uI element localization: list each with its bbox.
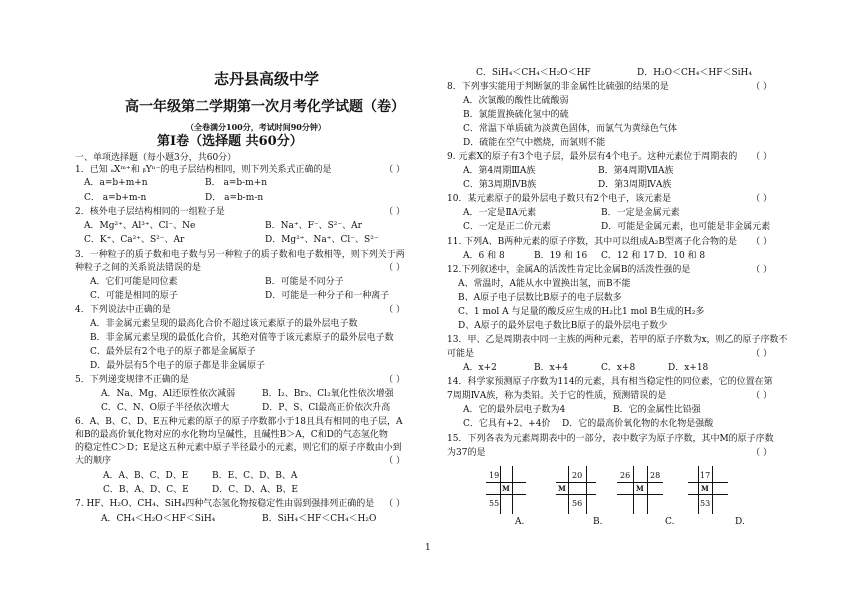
question-stem: 9. 元素X的原子有3个电子层，最外层有4个电子。这种元素位于周期表的 （ ） <box>447 152 772 162</box>
option-c: C．一定是正二价元素 <box>463 222 551 232</box>
option-d: D．最外层有5个电子的原子都是非金属原子 <box>90 361 265 371</box>
grid-m-label: M <box>502 484 510 493</box>
periodic-grid-a <box>486 466 526 514</box>
grid-option-label: A. <box>515 517 525 527</box>
exam-title: 高一年级第二学期第一次月考化学试题（卷） <box>125 99 405 115</box>
option-b: B．第4周期ⅦA族 <box>598 166 674 176</box>
question-stem: 5．下列递变规律不正确的是 （ ） <box>75 375 405 385</box>
school-name: 志丹县高级中学 <box>214 70 320 88</box>
option-c: C．SiH₄＜CH₄＜H₂O＜HF <box>476 68 591 78</box>
option-c: C．它具有+2、+4价 <box>463 419 551 429</box>
option-a: A．一定是ⅡA元素 <box>463 208 537 218</box>
option-d: D．可能是一种分子和一种离子 <box>265 291 390 301</box>
grid-option-label: B. <box>593 517 603 527</box>
option-a: A．a=b+m+n <box>84 178 148 188</box>
question-stem: 12.下列叙述中，金属A的活泼性肯定比金属B的活泼性强的是 （ ） <box>447 265 772 275</box>
option-c: C．C、N、O原子半径依次增大 <box>101 403 230 413</box>
grid-m-label: M <box>701 484 709 493</box>
question-stem: 11. 下列A、B两种元素的原子序数，其中可以组成A₂B型离子化合物的是 （ ） <box>447 237 772 247</box>
question-stem: 7. HF、H₂O、CH₄、SiH₄四种气态氢化物按稳定性由弱到强排列正确的是 （ ） <box>75 499 405 509</box>
question-stem: 2．核外电子层结构相同的一组粒子是 （ ） <box>75 207 405 217</box>
option-a: A．它们可能是同位素 <box>90 277 178 287</box>
question-stem: 种粒子之间的关系说法错误的是 （ ） <box>75 263 405 273</box>
grid-m-label: M <box>558 484 566 493</box>
grid-number: 53 <box>700 499 711 508</box>
option-a: A．A、B、C、D、E <box>103 471 189 481</box>
grid-number: 28 <box>650 471 661 480</box>
option-d: D． a=b-m-n <box>205 193 264 203</box>
option-a: A．CH₄＜H₂O＜HF＜SiH₄ <box>101 514 216 524</box>
question-stem: 8．下列事实能用于判断氯的非金属性比硫强的结果的是 （ ） <box>447 82 772 92</box>
question-stem: 13．甲、乙是周期表中同一主族的两种元素，若甲的原子序数为x，则乙的原子序数不 <box>447 335 788 345</box>
question-stem: 可能是 （ ） <box>447 349 772 359</box>
grid-option-label: D. <box>735 517 745 527</box>
question-stem: 7周期ⅣA族，称为类铅。关于它的性质，预测错误的是 （ ） <box>447 391 772 401</box>
option-b: B．一定是金属元素 <box>601 208 680 218</box>
option-d: D．Mg²⁺、Na⁺、Cl⁻、S²⁻ <box>265 235 379 245</box>
question-stem: 10．某元素原子的最外层电子数只有2个电子，该元素是 （ ） <box>447 194 772 204</box>
option-d: D．10 和 8 <box>657 251 706 261</box>
option-a: A．非金属元素呈现的最高化合价不超过该元素原子的最外层电子数 <box>90 319 358 329</box>
grid-number: 17 <box>700 471 711 480</box>
option-b: B．非金属元素呈现的最低化合价，其绝对值等于该元素原子的最外层电子数 <box>90 333 394 343</box>
option-b: B．I₂、Br₂、Cl₂氧化性依次增强 <box>262 389 394 399</box>
option-a: A．6 和 8 <box>463 251 505 261</box>
option-d: D．硫能在空气中燃烧，而氯则不能 <box>463 138 606 148</box>
section-title: 第Ⅰ卷（选择题 共60分） <box>157 134 303 149</box>
option-d: D．C、D、A、B、E <box>212 485 299 495</box>
option-b: B．E、C、D、B、A <box>212 471 298 481</box>
option-b: B．可能是不同分子 <box>265 277 344 287</box>
option-c: C、1 mol A 与足量的酸反应生成的H₂比1 mol B生成的H₂多 <box>458 307 705 317</box>
option-c: C．最外层有2个电子的原子都是金属原子 <box>90 347 256 357</box>
question-stem: 4．下列说法中正确的是 （ ） <box>75 305 405 315</box>
option-a: A．第4周期ⅢA族 <box>463 166 536 176</box>
page-number: 1 <box>425 543 431 553</box>
option-a: A．次氯酸的酸性比硫酸弱 <box>463 96 569 106</box>
option-c: C．可能是相同的原子 <box>90 291 178 301</box>
option-a: A．Na、Mg、Al还原性依次减弱 <box>101 389 236 399</box>
exam-note: （全卷满分100分，考试时间90分钟） <box>186 122 326 132</box>
option-c: C．第3周期ⅣB族 <box>463 180 537 190</box>
question-stem: 1．已知 ₐXᵐ⁺和 ᵦYⁿ⁻的电子层结构相同，则下列关系式正确的是 （ ） <box>75 165 405 175</box>
question-stem: 6．A、B、C、D、E五种元素的原子的原子序数都小于18且具有相同的电子层，A <box>75 417 403 427</box>
periodic-grid-c <box>617 466 663 514</box>
grid-number: 56 <box>572 499 583 508</box>
option-d: D、A原子的最外层电子数比B原子的最外层电子数少 <box>458 321 668 331</box>
option-c: C．常温下单质硫为淡黄色固体，而氯气为黄绿色气体 <box>463 124 677 134</box>
option-c: C．K⁺、Ca²⁺、S²⁻、Ar <box>84 235 185 245</box>
option-a: A、常温时，A能从水中置换出氢，而B不能 <box>458 279 631 289</box>
periodic-grid-b <box>556 466 596 514</box>
option-c: C．B、A、D、C、E <box>103 485 189 495</box>
option-b: B．它的金属性比铅强 <box>613 405 701 415</box>
option-b: B．氯能置换硫化氢中的硫 <box>463 110 569 120</box>
option-a: A．Mg²⁺、Al³⁺、Cl⁻、Ne <box>84 221 196 231</box>
question-stem: 和B的最高价氧化物对应的水化物均呈碱性，且碱性B＞A，C和D的气态氢化物 <box>75 430 388 440</box>
question-stem: 3．一种粒子的质子数和电子数与另一种粒子的质子数和电子数相等，则下列关于两 <box>75 250 405 260</box>
option-b: B．SiH₄＜HF＜CH₄＜H₂O <box>262 514 377 524</box>
grid-number: 55 <box>489 499 500 508</box>
option-d: D．它的最高价氧化物的水化物是强酸 <box>562 419 714 429</box>
grid-option-label: C. <box>665 517 675 527</box>
option-d: D．第3周期ⅣA族 <box>598 180 672 190</box>
question-stem: 15．下列各表为元素周期表中的一部分，表中数字为原子序数，其中M的原子序数 <box>447 434 774 444</box>
part-title: 一、单项选择题（每小题3分，共60分） <box>75 153 237 163</box>
option-a: A．它的最外层电子数为4 <box>463 405 566 415</box>
option-b: B．Na⁺、F⁻、S²⁻、Ar <box>265 221 362 231</box>
grid-m-label: M <box>636 484 644 493</box>
question-stem: 大的顺序 （ ） <box>75 456 405 466</box>
question-stem: 14．科学家预测原子序数为114的元素，具有相当稳定性的同位素，它的位置在第 <box>447 377 773 387</box>
option-d: D．H₂O＜CH₄＜HF＜SiH₄ <box>637 68 752 78</box>
grid-number: 26 <box>620 471 631 480</box>
option-c: C． a=b+m-n <box>84 193 147 203</box>
option-c: C．12 和 17 <box>601 251 655 261</box>
option-b: B． a=b-m+n <box>205 178 268 188</box>
option-b: B．19 和 16 <box>534 251 588 261</box>
option-d: D．可能是金属元素，也可能是非金属元素 <box>601 222 771 232</box>
grid-number: 20 <box>572 471 583 480</box>
option-b: B、A原子电子层数比B原子的电子层数多 <box>458 293 622 303</box>
periodic-grid-d <box>688 466 728 514</box>
option-d: D．x+18 <box>668 363 709 373</box>
option-a: A．x+2 <box>463 363 497 373</box>
option-b: B．x+4 <box>534 363 568 373</box>
grid-number: 19 <box>489 471 500 480</box>
option-d: D．P、S、Cl最高正价依次升高 <box>262 403 391 413</box>
option-c: C．x+8 <box>601 363 636 373</box>
question-stem: 为37的是 （ ） <box>447 448 772 458</box>
question-stem: 的稳定性C＞D；E是这五种元素中原子半径最小的元素，则它们的原子序数由小到 <box>75 443 402 453</box>
